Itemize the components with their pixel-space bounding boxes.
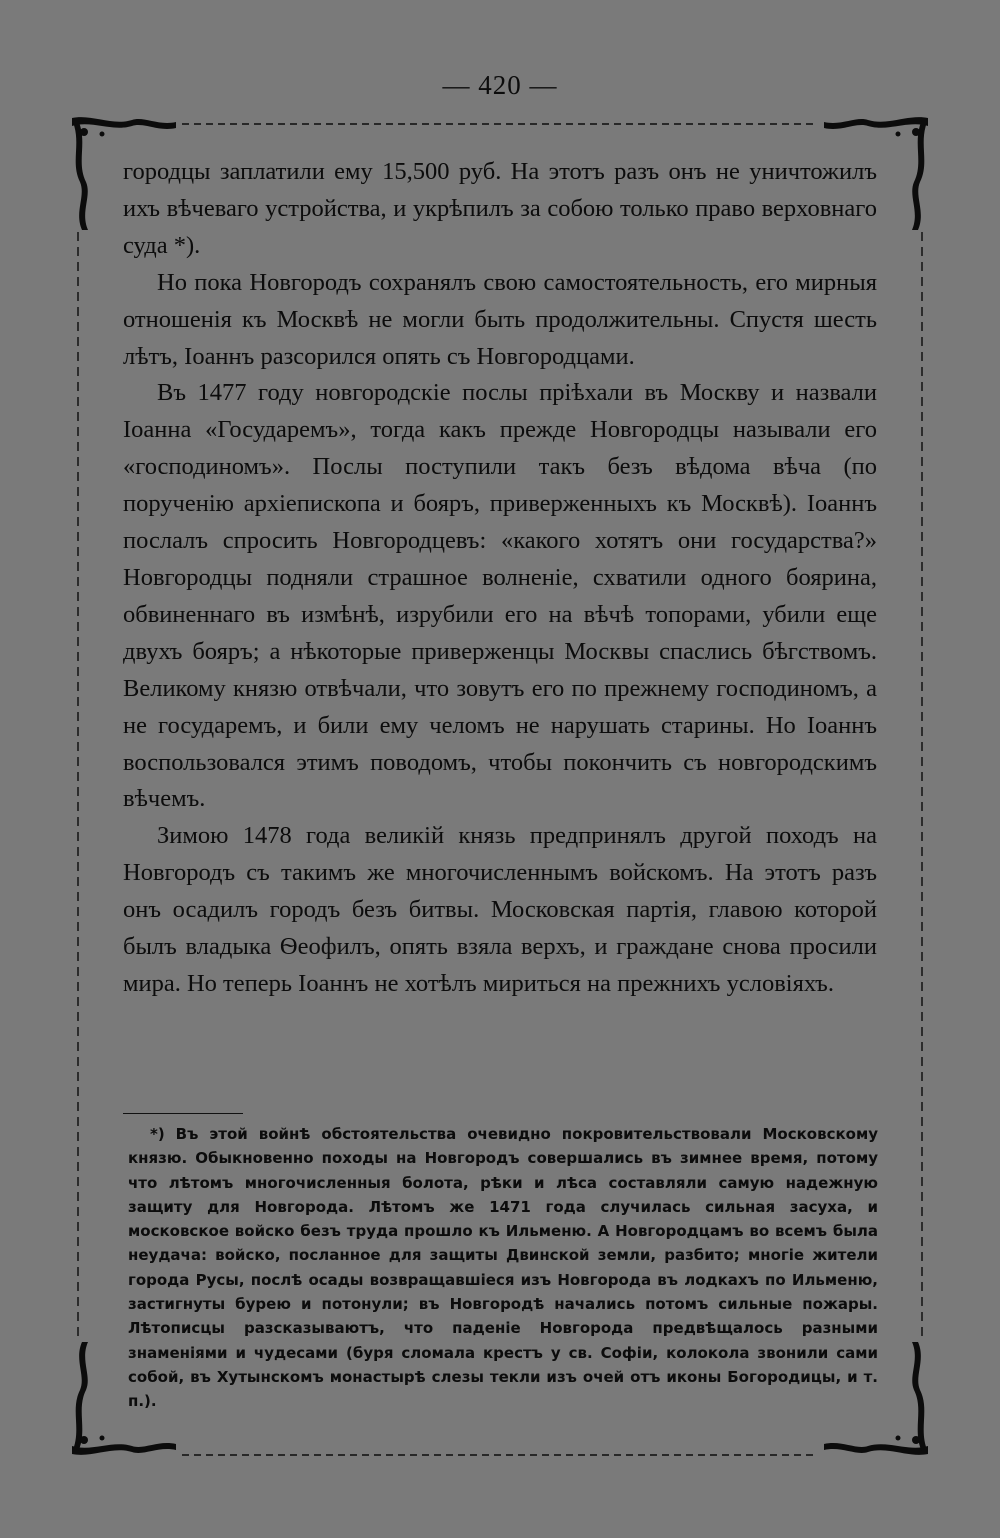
paragraph: Зимою 1478 года великій князь предпринялъ другой походъ на Новгородъ съ такимъ же многочисленнымъ войскомъ. На этотъ разъ онъ осадилъ городъ безъ битвы. Московская партія, главою которой былъ владыка Ѳеофилъ, опять взяла верхъ, и граждане снова просили мира. Но теперь Іоаннъ не хотѣлъ мириться на прежнихъ условіяхъ.	[123, 822, 877, 997]
main-text-block	[123, 154, 877, 1003]
paragraph: Но пока Новгородъ сохранялъ свою самостоятельность, его мирныя отношенія къ Москвѣ не могли быть продолжительны. Спустя шесть лѣтъ, Іоаннъ разсорился опять съ Новгородцами.	[123, 268, 877, 370]
footnote-divider	[123, 1113, 243, 1114]
footnote	[128, 1122, 878, 1414]
paragraph: городцы заплатили ему 15,500 руб. На этотъ разъ онъ не уничтожилъ ихъ вѣчеваго устройства, и укрѣпилъ за собою только право верховнаго суда *).	[123, 158, 877, 259]
footnote-text: *) Въ этой войнѣ обстоятельства очевидно покровительствовали Московскому князю. Обыкновенно походы на Новгородъ совершались въ зимнее время, потому что лѣтомъ многочисленныя болота, рѣки и лѣса составляли самую надежную защиту для Новгорода. Лѣтомъ же 1471 года случилась сильная засуха, и московское войско безъ труда прошло къ Ильменю. А Новгородцамъ во всемъ была неудача: войско, посланное для защиты Двинской земли, разбито; многіе жители города Русы, послѣ осады возвращавшіеся изъ Новгорода въ лодкахъ по Ильменю, застигнуты бурею и потонули; въ Новгородѣ начались потомъ сильные пожары. Лѣтописцы разсказываютъ, что паденіе Новгорода предвѣщалось разными знаменіями и чудесами (буря сломала крестъ у св. Софіи, колокола звонили сами собой, въ Хутынскомъ монастырѣ слезы текли изъ очей отъ иконы Богородицы, и т. п.).	[128, 1125, 878, 1411]
page-number: — 420 —	[442, 70, 558, 100]
paragraph: Въ 1477 году новгородскіе послы пріѣхали въ Москву и назвали Іоанна «Государемъ», тогда какъ прежде Новгородцы называли его «господиномъ». Послы поступили такъ безъ вѣдома вѣча (по порученію архіепископа и бояръ, приверженныхъ къ Москвѣ). Іоаннъ послалъ спросить Новгородцевъ: «какого хотятъ они государства?» Новгородцы подняли страшное волненіе, схватили одного боярина, обвиненнаго въ измѣнѣ, изрубили его на вѣчѣ топорами, убили еще двухъ бояръ; а нѣкоторые приверженцы Москвы спаслись бѣгствомъ. Великому князю отвѣчали, что зовутъ его по прежнему господиномъ, а не государемъ, и били ему челомъ не нарушать старины. Но Іоаннъ воспользовался этимъ поводомъ, чтобы покончить съ новгородскимъ вѣчемъ.	[123, 379, 877, 813]
